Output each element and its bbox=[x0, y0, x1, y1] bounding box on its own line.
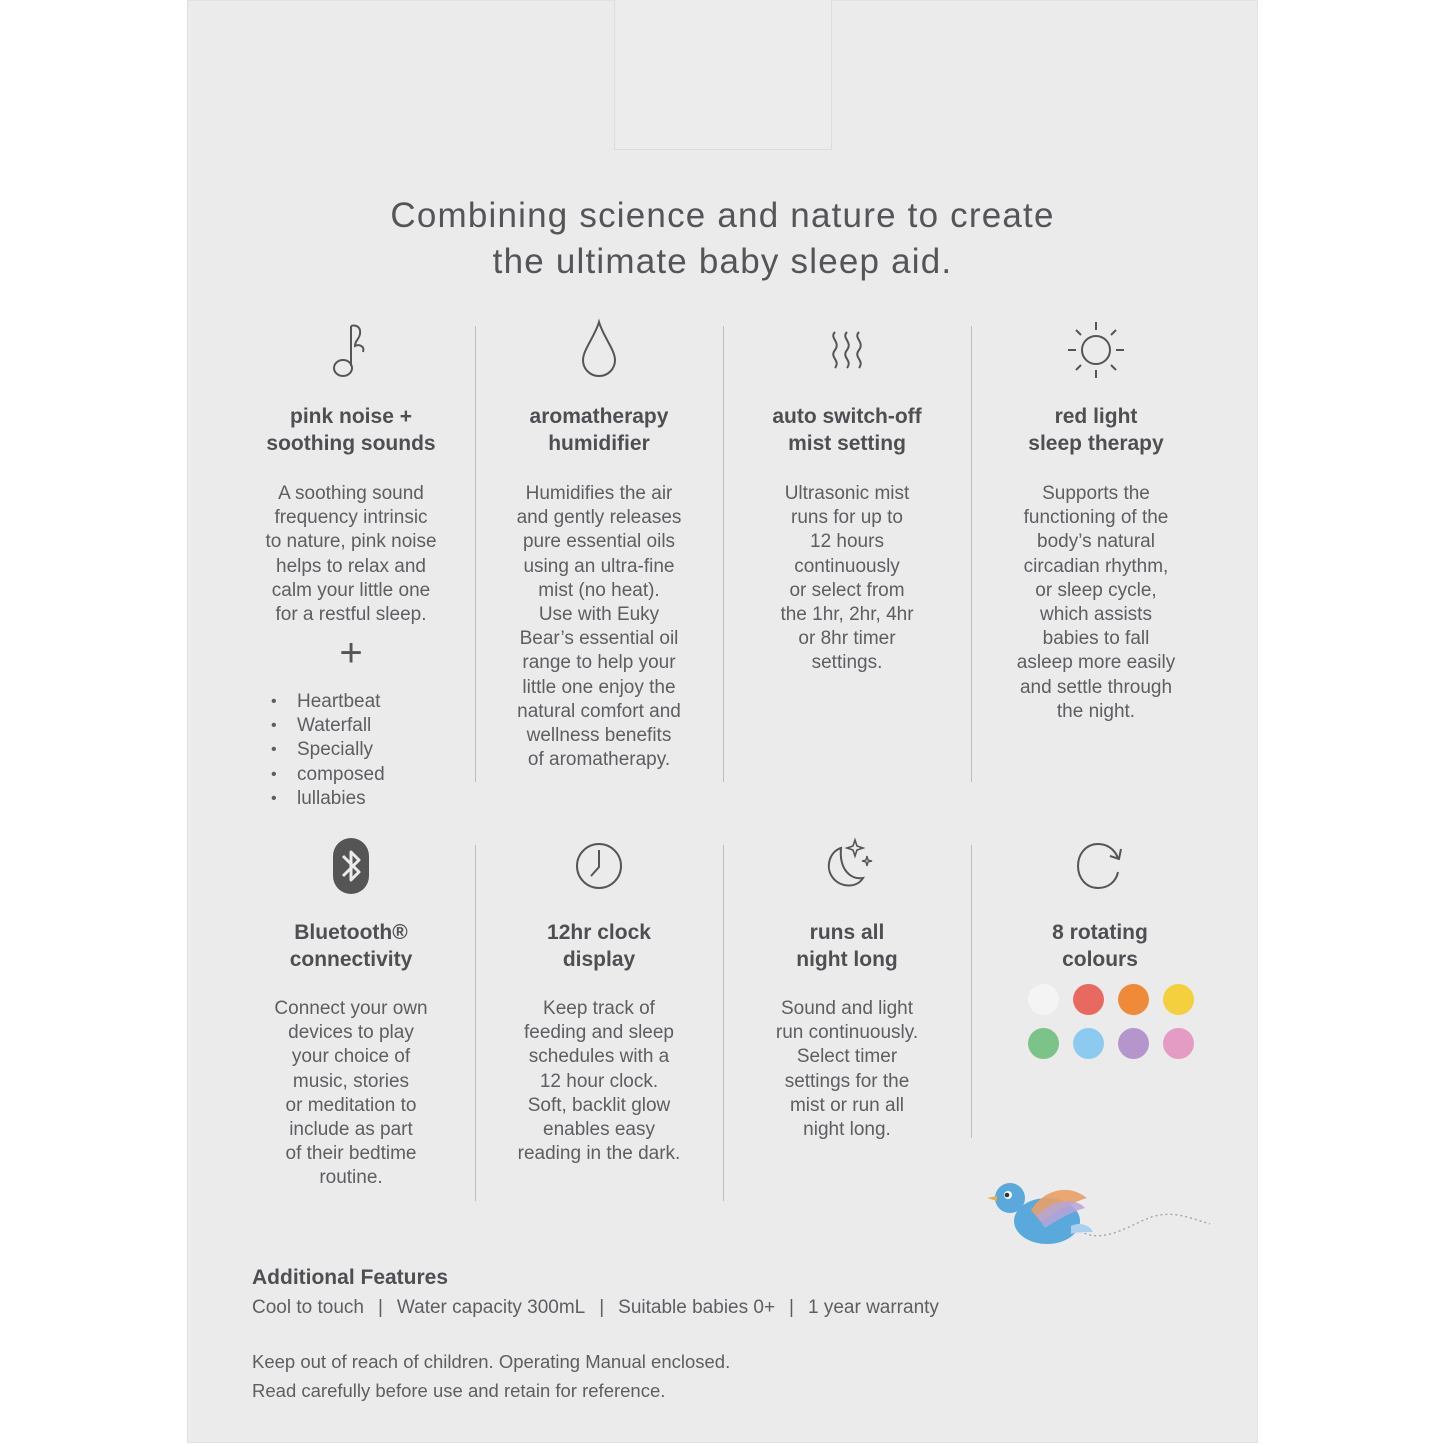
headline bbox=[187, 193, 1258, 285]
column-divider bbox=[475, 326, 476, 782]
safety-notice bbox=[252, 1347, 730, 1405]
sound-list bbox=[271, 690, 385, 811]
list-item: • Heartbeat bbox=[271, 690, 385, 714]
feature-description: Sound and light run continuously. Select timer settings for the mist or run all night long. bbox=[775, 998, 919, 1141]
feature-title: aromatherapy humidifier bbox=[529, 405, 669, 455]
colour-swatch bbox=[1073, 1028, 1104, 1059]
column-divider bbox=[723, 845, 724, 1201]
feature-auto-switch-off bbox=[737, 318, 957, 778]
headline-line-1: Combining science and nature to create bbox=[390, 196, 1055, 235]
additional-features-list bbox=[252, 1297, 939, 1319]
feature-description: Connect your own devices to play your choice of music, stories or meditation to include as part of their bedtime routine. bbox=[274, 998, 428, 1189]
list-item: • Specially bbox=[271, 738, 385, 762]
bluetooth-icon bbox=[319, 834, 383, 898]
feature-title: auto switch-off mist setting bbox=[772, 405, 922, 455]
colour-swatch bbox=[1028, 1028, 1059, 1059]
feature-title: 8 rotating colours bbox=[1052, 921, 1148, 971]
feature-runs-all-night bbox=[737, 834, 957, 1154]
list-item-continuation: • lullabies bbox=[271, 787, 385, 811]
colour-swatch bbox=[1118, 1028, 1149, 1059]
colour-swatch bbox=[1028, 984, 1059, 1015]
feature-description: Humidifies the air and gently releases pure essential oils using an ultra-fine mist (no heat). Use with Euky Bear’s essential oil range to help your little one enjoy the natural comfort and wellness benefits of aromatherapy. bbox=[516, 483, 682, 771]
plus-icon: + bbox=[339, 631, 363, 675]
separator: | bbox=[599, 1297, 605, 1318]
colour-swatch bbox=[1118, 984, 1149, 1015]
additional-feature: Water capacity 300mL bbox=[396, 1297, 586, 1318]
column-divider bbox=[475, 845, 476, 1201]
sun-icon bbox=[1064, 318, 1128, 382]
music-note-icon bbox=[319, 318, 383, 382]
feature-title: runs all night long bbox=[796, 921, 898, 971]
separator: | bbox=[377, 1297, 383, 1318]
feature-description: Supports the functioning of the body’s natural circadian rhythm, or sleep cycle, which assists babies to fall asleep more easily and settle through the night. bbox=[1016, 483, 1176, 722]
column-divider bbox=[971, 326, 972, 782]
feature-rotating-colours bbox=[990, 834, 1210, 1094]
additional-feature: Cool to touch bbox=[252, 1297, 364, 1318]
water-drop-icon bbox=[567, 318, 631, 382]
steam-icon bbox=[815, 318, 879, 382]
rotate-icon bbox=[1068, 834, 1132, 898]
colour-swatch bbox=[1163, 984, 1194, 1015]
clock-icon bbox=[567, 834, 631, 898]
additional-feature: Suitable babies 0+ bbox=[618, 1297, 776, 1318]
feature-aromatherapy bbox=[489, 318, 709, 778]
notice-line: Read carefully before use and retain for reference. bbox=[252, 1380, 666, 1401]
colour-swatch bbox=[1073, 984, 1104, 1015]
feature-bluetooth bbox=[241, 834, 461, 1194]
feature-pink-noise bbox=[241, 318, 461, 808]
column-divider bbox=[971, 845, 972, 1138]
additional-features-title: Additional Features bbox=[252, 1266, 449, 1289]
bird-illustration bbox=[985, 1176, 1215, 1260]
notice-line: Keep out of reach of children. Operating Manual enclosed. bbox=[252, 1351, 731, 1372]
feature-title: Bluetooth® connectivity bbox=[289, 921, 413, 971]
feature-description: Ultrasonic mist runs for up to 12 hours continuously or select from the 1hr, 2hr, 4hr or 8hr timer settings. bbox=[780, 483, 914, 674]
feature-description: Keep track of feeding and sleep schedules with a 12 hour clock. Soft, backlit glow enables easy reading in the dark. bbox=[517, 998, 681, 1165]
feature-red-light bbox=[986, 318, 1206, 778]
list-item: • Waterfall bbox=[271, 714, 385, 738]
column-divider bbox=[723, 326, 724, 782]
feature-title: 12hr clock display bbox=[547, 921, 651, 971]
feature-description: A soothing sound frequency intrinsic to nature, pink noise helps to relax and calm your little one for a restful sleep. bbox=[265, 483, 437, 626]
colour-swatch bbox=[1163, 1028, 1194, 1059]
feature-clock bbox=[489, 834, 709, 1174]
additional-feature: 1 year warranty bbox=[807, 1297, 939, 1318]
box-window-cutout bbox=[614, 0, 832, 150]
list-item-continuation: • composed bbox=[271, 763, 385, 787]
separator: | bbox=[789, 1297, 794, 1318]
feature-title: pink noise + soothing sounds bbox=[266, 405, 436, 455]
feature-title: red light sleep therapy bbox=[1028, 405, 1164, 455]
headline-line-2: the ultimate baby sleep aid. bbox=[492, 242, 953, 281]
moon-stars-icon bbox=[815, 834, 879, 898]
